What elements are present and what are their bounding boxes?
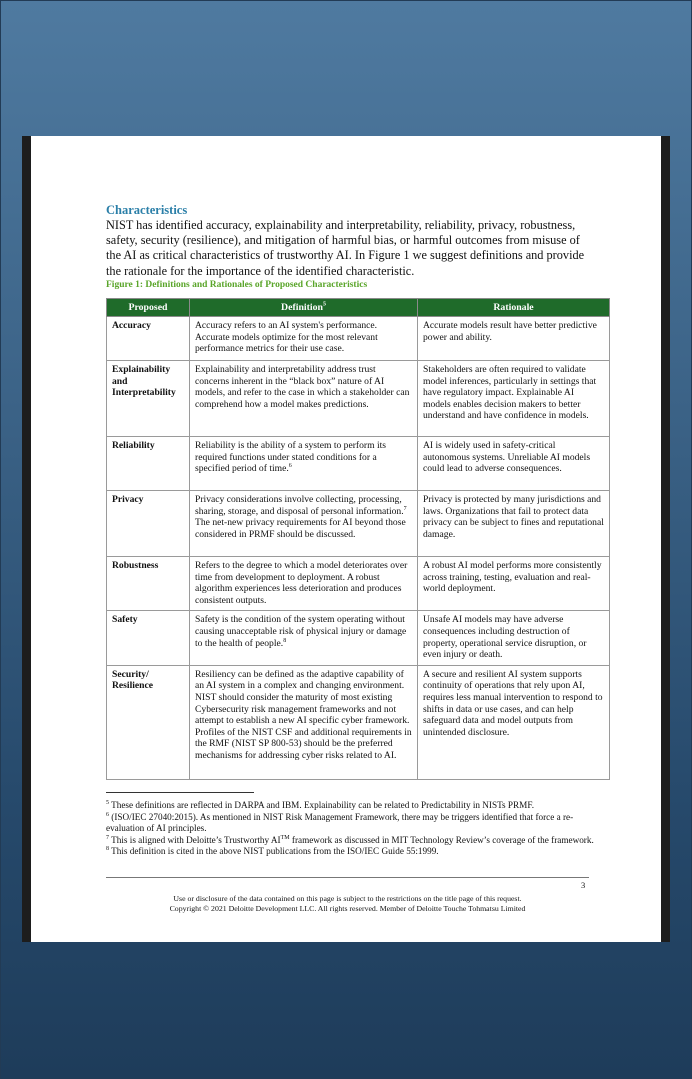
footnote-text-tail: framework as discussed in MIT Technology Review’s coverage of the framework. xyxy=(289,834,594,845)
characteristic-name: Safety xyxy=(107,611,190,665)
characteristics-table xyxy=(106,298,610,780)
characteristic-name: Explainability and Interpretability xyxy=(107,361,190,437)
definition-header-label: Definition xyxy=(281,301,323,313)
footnote xyxy=(106,812,606,835)
footer-disclosure: Use or disclosure of the data contained on this page is subject to the restrictions on the title page of this request. xyxy=(173,894,522,903)
footnote-text: These definitions are reflected in DARPA and IBM. Explainability can be related to Predictability in NISTs PRMF. xyxy=(109,800,534,810)
table-row xyxy=(107,361,610,437)
column-header-definition xyxy=(190,299,418,317)
characteristic-definition xyxy=(190,437,418,491)
characteristic-rationale: Stakeholders are often required to validate model inferences, particularly in settings that have regulatory impact. Explainable AI models enables decision makers to better understand and have confidence in models. xyxy=(418,361,610,437)
footer-copyright: Copyright © 2021 Deloitte Development LLC. All rights reserved. Member of Deloitte Touche Tohmatsu Limited xyxy=(169,904,526,913)
characteristic-definition xyxy=(190,491,418,557)
footnote-text: This is aligned with Deloitte’s Trustworthy AI xyxy=(109,834,281,845)
footnote-mark: 5 xyxy=(106,799,109,806)
footnote-text: This definition is cited in the above NIST publications from the ISO/IEC Guide 55:1999. xyxy=(109,846,439,857)
page-footer xyxy=(106,894,589,914)
footnote xyxy=(106,800,606,812)
characteristic-rationale: Accurate models result have better predictive power and ability. xyxy=(418,317,610,361)
page-number: 3 xyxy=(581,880,586,890)
characteristic-rationale: A secure and resilient AI system supports continuity of operations that rely upon AI, requires less manual intervention to respond to shifts in data or use cases, and can help safeguard data and model outputs from unintended disclosure. xyxy=(418,665,610,779)
column-header-rationale: Rationale xyxy=(418,299,610,317)
table-row xyxy=(107,437,610,491)
footnote xyxy=(106,846,606,858)
definition-text-tail: The net-new privacy requirements for AI beyond those considered in PRMF should be discussed. xyxy=(195,517,406,540)
table-header-row xyxy=(107,299,610,317)
section-heading: Characteristics xyxy=(106,203,188,217)
table-row xyxy=(107,557,610,611)
footnote-ref: 6 xyxy=(288,463,292,469)
definition-text: Privacy considerations involve collecting, processing, sharing, storage, and disposal of personal information. xyxy=(195,494,404,517)
table-row xyxy=(107,611,610,665)
footnote xyxy=(106,835,606,847)
footnote-mark: 8 xyxy=(106,846,109,853)
footnote-ref: 8 xyxy=(283,637,287,644)
characteristic-name: Robustness xyxy=(107,557,190,611)
characteristic-definition: Accuracy refers to an AI system's performance. Accurate models optimize for the most relevant performance metrics for their use case. xyxy=(190,317,418,361)
footnote-mark: 7 xyxy=(106,834,109,841)
footer-divider xyxy=(106,877,589,878)
footnote-text: (ISO/IEC 27040:2015). As mentioned in NIST Risk Management Framework, there may be triggers identified that force a re-evaluation of AI principles. xyxy=(106,811,574,834)
trademark-mark: TM xyxy=(280,834,290,841)
footnote-divider xyxy=(106,792,254,793)
characteristic-rationale: A robust AI model performs more consistently across training, testing, evaluation and real-world deployment. xyxy=(418,557,610,611)
figure-caption: Figure 1: Definitions and Rationales of Proposed Characteristics xyxy=(106,280,368,290)
characteristic-rationale: AI is widely used in safety-critical autonomous systems. Unreliable AI models could lead to adverse consequences. xyxy=(418,437,610,491)
footnotes xyxy=(106,800,606,858)
characteristic-name: Privacy xyxy=(107,491,190,557)
characteristic-rationale: Unsafe AI models may have adverse consequences including destruction of property, operational service disruption, or even injury or death. xyxy=(418,611,610,665)
table-row xyxy=(107,317,610,361)
footnote-ref: 7 xyxy=(403,505,407,512)
table-row xyxy=(107,665,610,779)
intro-paragraph: NIST has identified accuracy, explainability and interpretability, reliability, privacy, robustness, safety, security (resilience), and mitigation of harmful bias, or harmful outcomes from misuse of the AI as critical characteristics of trustworthy AI. In Figure 1 we suggest definitions and provide the rationale for the importance of the identified characteristic. xyxy=(106,218,585,278)
table-row xyxy=(107,491,610,557)
characteristic-definition: Resiliency can be defined as the adaptive capability of an AI system in a complex and changing environment. NIST should consider the maturity of most existing Cybersecurity risk management frameworks and not attempt to establish a new AI specific cyber framework. Profiles of the NIST CSF and additional requirements in the RMF (NIST SP 800-53) should be the preferred mechanisms for addressing cyber risks related to AI. xyxy=(190,665,418,779)
characteristic-name: Reliability xyxy=(107,437,190,491)
characteristic-name: Security/ Resilience xyxy=(107,665,190,779)
document-page[interactable] xyxy=(31,136,661,942)
definition-text: Reliability is the ability of a system to perform its required functions under stated conditions for a specified period of time. xyxy=(195,440,387,475)
characteristic-rationale: Privacy is protected by many jurisdictions and laws. Organizations that fail to protect data privacy can be subject to fines and reputational damage. xyxy=(418,491,610,557)
characteristic-name: Accuracy xyxy=(107,317,190,361)
footnote-ref: 5 xyxy=(322,301,326,308)
characteristic-definition: Refers to the degree to which a model deteriorates over time from development to deployment. A robust algorithm experiences less deterioration and produces consistent outputs. xyxy=(190,557,418,611)
characteristic-definition: Explainability and interpretability address trust concerns inherent in the “black box” nature of AI models, and refer to the case in which a stakeholder can comprehend how a model makes predictions. xyxy=(190,361,418,437)
characteristic-definition xyxy=(190,611,418,665)
footnote-mark: 6 xyxy=(106,811,109,818)
column-header-proposed: Proposed xyxy=(107,299,190,317)
definition-text: Safety is the condition of the system operating without causing unacceptable risk of physical injury or damage to the health of people. xyxy=(195,614,407,649)
